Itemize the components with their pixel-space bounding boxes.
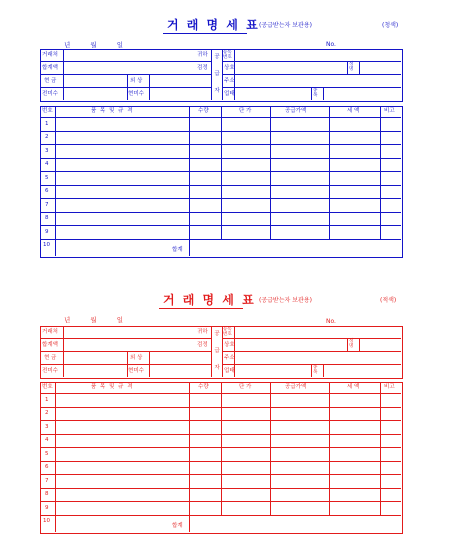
row-number: 6 <box>45 188 49 194</box>
trade-place-label: 거래처 <box>42 52 58 58</box>
row-number: 9 <box>45 505 49 511</box>
supplier-char-3: 자 <box>214 88 220 94</box>
row-number: 6 <box>45 464 49 470</box>
info-box <box>40 326 403 379</box>
item-type-label: 종목 <box>313 365 318 375</box>
curr-unpaid-label: 현미수 <box>128 368 144 374</box>
supplier-char-2: 급 <box>214 71 220 77</box>
row-number: 10 <box>43 242 50 248</box>
confirm-label: 검정 <box>197 65 208 71</box>
col-header-unit-price: 단 가 <box>239 384 252 390</box>
total-label: 합계 <box>172 247 183 253</box>
title-underline <box>163 33 247 34</box>
receivable-label: 외 상 <box>130 78 143 84</box>
address-label: 주소 <box>224 78 235 84</box>
cash-label: 현 금 <box>44 355 57 361</box>
total-amount-label: 합계액 <box>42 342 58 348</box>
row-number: 9 <box>45 229 49 235</box>
col-header-note: 비고 <box>384 108 395 114</box>
row-number: 2 <box>45 134 49 140</box>
items-table <box>40 382 403 534</box>
title-underline <box>159 308 243 309</box>
doc-subtitle: (공급받는자 보관용) <box>259 297 312 304</box>
company-label: 상호 <box>224 65 235 71</box>
row-number: 3 <box>45 424 49 430</box>
row-number: 10 <box>43 518 50 524</box>
item-type-label: 종목 <box>313 88 318 98</box>
business-label: 업태 <box>224 368 235 374</box>
row-number: 5 <box>45 175 49 181</box>
confirm-label: 검정 <box>197 342 208 348</box>
total-amount-label: 합계액 <box>42 65 58 71</box>
cash-label: 현 금 <box>44 78 57 84</box>
col-header-tax: 세 액 <box>347 108 360 114</box>
row-number: 3 <box>45 148 49 154</box>
row-number: 1 <box>45 397 49 403</box>
supplier-char-3: 자 <box>214 365 220 371</box>
doc-subtitle: (공급받는자 보관용) <box>259 22 312 29</box>
address-label: 주소 <box>224 355 235 361</box>
row-number: 7 <box>45 478 49 484</box>
honorific-label: 귀하 <box>197 329 208 335</box>
items-table <box>40 106 403 258</box>
row-number: 4 <box>45 437 49 443</box>
row-number: 2 <box>45 410 49 416</box>
curr-unpaid-label: 현미수 <box>128 91 144 97</box>
col-header-supply-value: 공급가액 <box>285 108 307 114</box>
row-number: 8 <box>45 491 49 497</box>
prev-unpaid-label: 전미수 <box>42 91 58 97</box>
receivable-label: 외 상 <box>130 355 143 361</box>
seal-label: 성명 <box>349 339 354 349</box>
supplier-char-1: 공 <box>214 331 220 337</box>
prev-unpaid-label: 전미수 <box>42 368 58 374</box>
row-number: 7 <box>45 202 49 208</box>
supplier-char-1: 공 <box>214 54 220 60</box>
col-header-no: 번호 <box>42 384 53 390</box>
row-number: 4 <box>45 161 49 167</box>
honorific-label: 귀하 <box>197 52 208 58</box>
business-label: 업태 <box>224 91 235 97</box>
col-header-qty: 수량 <box>198 384 209 390</box>
copy-label: (적색) <box>380 297 397 304</box>
reg-no-label: 등록번호 <box>223 327 232 337</box>
seal-label: 성명 <box>349 62 354 72</box>
col-header-tax: 세 액 <box>347 384 360 390</box>
no-label: No. <box>326 318 336 325</box>
info-box <box>40 49 403 102</box>
col-header-item: 품 목 및 규 격 <box>91 384 134 390</box>
row-number: 5 <box>45 451 49 457</box>
total-label: 합계 <box>172 523 183 529</box>
doc-title: 거 래 명 세 표 <box>163 293 256 307</box>
col-header-supply-value: 공급가액 <box>285 384 307 390</box>
trade-place-label: 거래처 <box>42 329 58 335</box>
company-label: 상호 <box>224 342 235 348</box>
col-header-no: 번호 <box>42 108 53 114</box>
no-label: No. <box>326 41 336 48</box>
doc-title: 거 래 명 세 표 <box>167 18 260 32</box>
row-number: 1 <box>45 121 49 127</box>
col-header-note: 비고 <box>384 384 395 390</box>
col-header-qty: 수량 <box>198 108 209 114</box>
col-header-unit-price: 단 가 <box>239 108 252 114</box>
row-number: 8 <box>45 215 49 221</box>
date-label: 년 월 일 <box>64 41 132 49</box>
col-header-item: 품 목 및 규 격 <box>91 108 134 114</box>
supplier-char-2: 급 <box>214 348 220 354</box>
date-label: 년 월 일 <box>64 316 132 324</box>
reg-no-label: 등록번호 <box>223 50 232 60</box>
copy-label: (청색) <box>382 22 399 29</box>
